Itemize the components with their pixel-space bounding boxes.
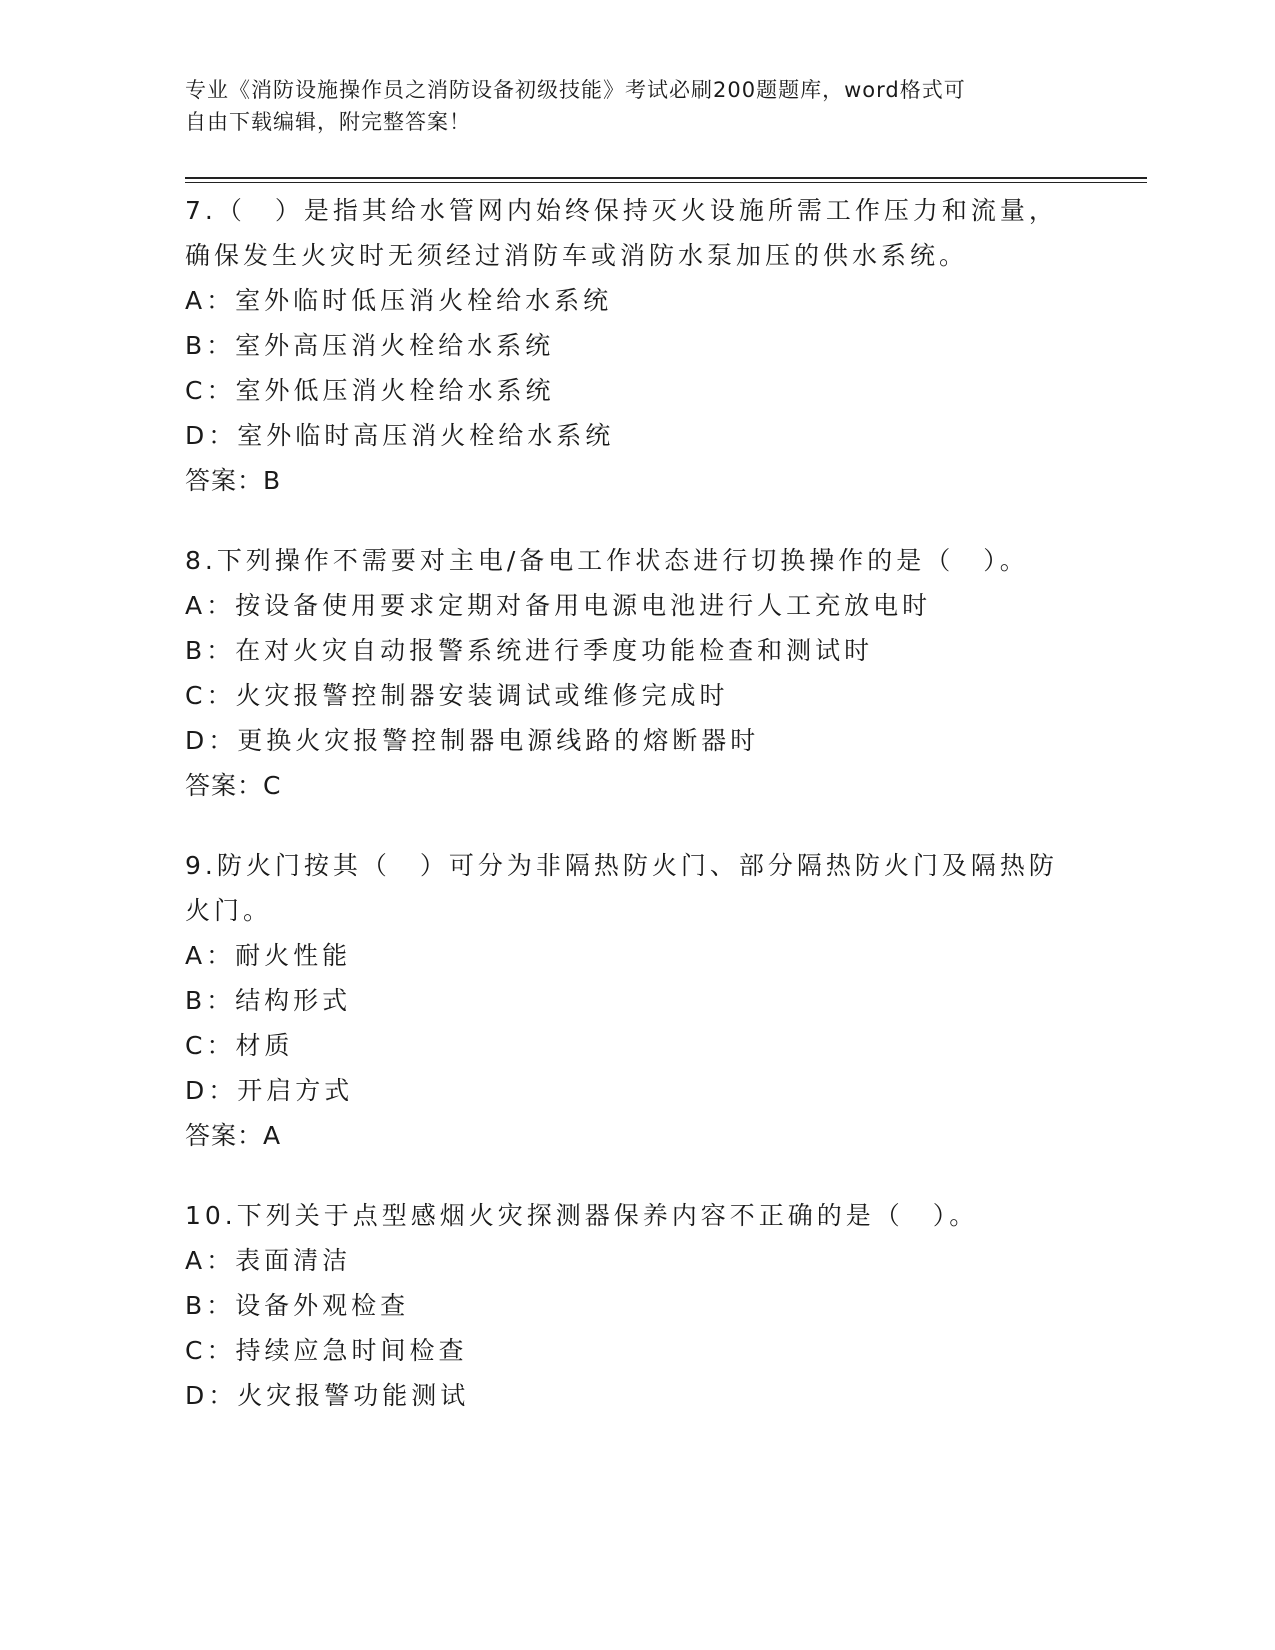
question-stem bbox=[185, 843, 1085, 933]
answer-line: 答案：A bbox=[185, 1121, 282, 1150]
document-header bbox=[185, 74, 1045, 138]
header-divider-thick bbox=[185, 177, 1147, 179]
option-d: D：开启方式 bbox=[185, 1076, 354, 1105]
option-a: A：耐火性能 bbox=[185, 941, 352, 970]
question-stem-line-2: 确保发生火灾时无须经过消防车或消防水泵加压的供水系统。 bbox=[185, 241, 969, 270]
option-c: C：材质 bbox=[185, 1031, 294, 1060]
question-stem bbox=[185, 538, 1085, 583]
question-stem-line-1: 7.（ ）是指其给水管网内始终保持灭火设施所需工作压力和流量， bbox=[185, 196, 1058, 225]
question-list bbox=[185, 188, 1085, 1453]
question-7 bbox=[185, 188, 1085, 503]
option-c: C：室外低压消火栓给水系统 bbox=[185, 376, 555, 405]
option-a: A：按设备使用要求定期对备用电源电池进行人工充放电时 bbox=[185, 591, 932, 620]
option-b: B：结构形式 bbox=[185, 986, 352, 1015]
option-a: A：表面清洁 bbox=[185, 1246, 352, 1275]
option-b: B：在对火灾自动报警系统进行季度功能检查和测试时 bbox=[185, 636, 874, 665]
option-c: C：火灾报警控制器安装调试或维修完成时 bbox=[185, 681, 729, 710]
question-stem bbox=[185, 188, 1085, 278]
header-line-2: 自由下载编辑，附完整答案！ bbox=[185, 110, 471, 134]
option-a: A：室外临时低压消火栓给水系统 bbox=[185, 286, 613, 315]
header-divider-thin bbox=[185, 182, 1147, 183]
answer-line: 答案：C bbox=[185, 771, 282, 800]
question-10 bbox=[185, 1193, 1085, 1418]
question-stem bbox=[185, 1193, 1085, 1238]
option-d: D：火灾报警功能测试 bbox=[185, 1381, 470, 1410]
question-9 bbox=[185, 843, 1085, 1158]
header-line-1: 专业《消防设施操作员之消防设备初级技能》考试必刷200题题库，word格式可 bbox=[185, 78, 966, 102]
option-b: B：设备外观检查 bbox=[185, 1291, 410, 1320]
option-d: D：室外临时高压消火栓给水系统 bbox=[185, 421, 615, 450]
question-stem-line-2: 火门。 bbox=[185, 896, 273, 925]
option-c: C：持续应急时间检查 bbox=[185, 1336, 468, 1365]
option-d: D：更换火灾报警控制器电源线路的熔断器时 bbox=[185, 726, 760, 755]
option-b: B：室外高压消火栓给水系统 bbox=[185, 331, 555, 360]
question-stem-line-1: 10.下列关于点型感烟火灾探测器保养内容不正确的是（ ）。 bbox=[185, 1201, 979, 1230]
question-8 bbox=[185, 538, 1085, 808]
answer-line: 答案：B bbox=[185, 466, 282, 495]
question-stem-line-1: 8.下列操作不需要对主电/备电工作状态进行切换操作的是（ ）。 bbox=[185, 546, 1029, 575]
question-stem-line-1: 9.防火门按其（ ）可分为非隔热防火门、部分隔热防火门及隔热防 bbox=[185, 851, 1058, 880]
